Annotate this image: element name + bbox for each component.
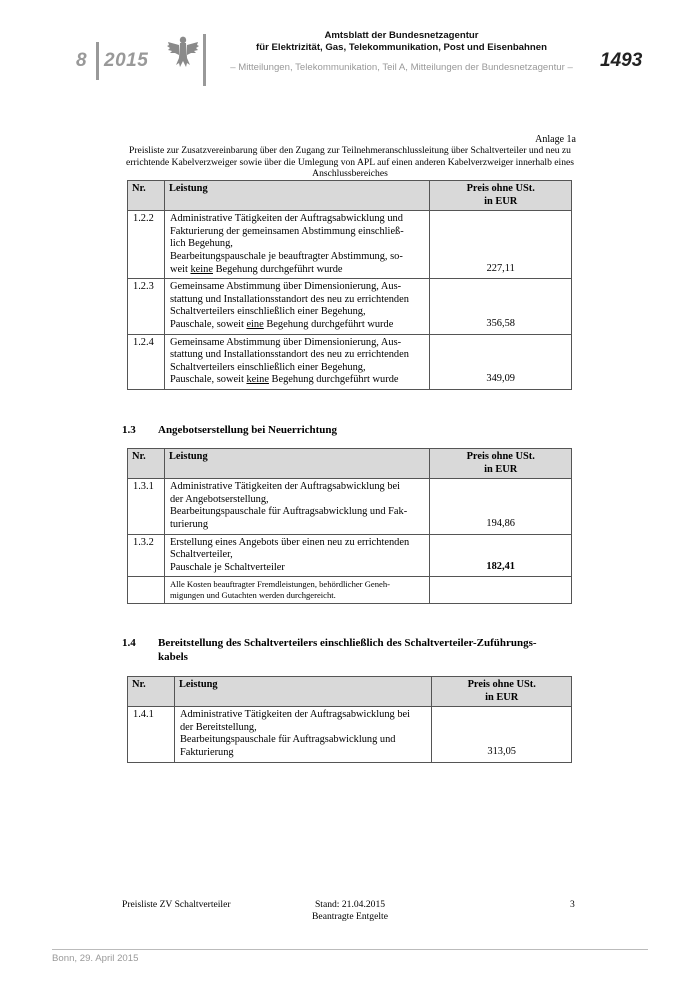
price-list-description: Preisliste zur Zusatzvereinbarung über den Zugang zur Teilnehmeranschlussleitung über Schaltverteiler und neu zu errichtende Kabelverzweiger sowie über die Umlegung von APL auf einen anderen Kabelverzweiger innerhalb eines Anschlussbereiches (126, 145, 574, 180)
table-row (128, 211, 572, 279)
row-description: Gemeinsame Abstimmung über Dimensionierung, Aus- stattung und Installationsstandort des neu zu errichtenden Schaltverteilers einschließlich einer Begehung, Pauschale, soweit keine Begehung durchgeführt wurde (164, 334, 429, 389)
row-number: 1.3.2 (128, 534, 165, 577)
row-price: 194,86 (430, 479, 572, 534)
row-number: 1.3.1 (128, 479, 165, 534)
section-title: Bereitstellung des Schaltverteilers einschließlich des Schaltverteiler-Zuführungs- (158, 637, 537, 649)
table-note-row (128, 577, 572, 603)
table-row (128, 334, 572, 389)
issue-number: 8 (76, 50, 87, 71)
row-number: 1.2.3 (128, 279, 165, 334)
column-header-leistung: Leistung (164, 181, 429, 211)
footer-divider (52, 949, 648, 950)
table-row (128, 707, 572, 762)
table-row (128, 534, 572, 577)
gazette-section: – Mitteilungen, Telekommunikation, Teil A, Mitteilungen der Bundesnetzagentur – (230, 62, 573, 73)
row-price: 356,58 (430, 279, 572, 334)
row-number-empty (128, 577, 165, 603)
annex-label: Anlage 1a (535, 134, 576, 145)
footer-status-note: Beantragte Entgelte (312, 911, 388, 922)
section-title: Angebotserstellung bei Neuerrichtung (158, 424, 338, 436)
table-header-row (128, 449, 572, 479)
price-table-1-4 (127, 676, 572, 763)
section-number: 1.4 (122, 637, 136, 649)
column-header-nr: Nr. (128, 677, 175, 707)
column-header-nr: Nr. (128, 449, 165, 479)
column-header-price: Preis ohne USt. in EUR (430, 449, 572, 479)
header-divider (96, 42, 99, 80)
gazette-subtitle: für Elektrizität, Gas, Telekommunikation, Post und Eisenbahnen (256, 42, 547, 53)
row-price: 313,05 (432, 707, 572, 762)
column-header-nr: Nr. (128, 181, 165, 211)
row-number: 1.2.2 (128, 211, 165, 279)
row-number: 1.4.1 (128, 707, 175, 762)
row-price: 349,09 (430, 334, 572, 389)
section-title-cont: kabels (158, 651, 188, 663)
row-description: Administrative Tätigkeiten der Auftragsabwicklung bei der Angebotserstellung, Bearbeitungspauschale für Auftragsabwicklung und Fak- turierung (164, 479, 429, 534)
column-header-price: Preis ohne USt. in EUR (430, 181, 572, 211)
section-heading-1-3 (122, 423, 337, 437)
header-divider (203, 34, 206, 86)
price-table-1-2 (127, 180, 572, 390)
table-header-row (128, 677, 572, 707)
row-number: 1.2.4 (128, 334, 165, 389)
column-header-price: Preis ohne USt. in EUR (432, 677, 572, 707)
row-description: Erstellung eines Angebots über einen neu zu errichtenden Schaltverteiler, Pauschale je Schaltverteiler (164, 534, 429, 577)
gazette-title: Amtsblatt der Bundesnetzagentur (324, 30, 479, 41)
row-price: 227,11 (430, 211, 572, 279)
footer-document-name: Preisliste ZV Schaltverteiler (122, 899, 231, 910)
column-header-leistung: Leistung (164, 449, 429, 479)
column-header-leistung: Leistung (174, 677, 431, 707)
cost-note: Alle Kosten beauftragter Fremdleistungen, behördlicher Geneh- migungen und Gutachten werden durchgereicht. (164, 577, 429, 603)
federal-eagle-icon (166, 34, 200, 72)
footer-page-number: 3 (570, 899, 575, 910)
table-header-row (128, 181, 572, 211)
row-description: Administrative Tätigkeiten der Auftragsabwicklung bei der Bereitstellung, Bearbeitungspauschale für Auftragsabwicklung und Fakturierung (174, 707, 431, 762)
section-heading-1-4 (122, 636, 582, 664)
row-price: 182,41 (430, 534, 572, 577)
page-number: 1493 (600, 50, 643, 71)
row-price-empty (430, 577, 572, 603)
issue-date: Bonn, 29. April 2015 (52, 953, 139, 964)
footer-status-date: Stand: 21.04.2015 (314, 899, 386, 910)
section-number: 1.3 (122, 424, 136, 436)
issue-year: 2015 (104, 50, 149, 71)
table-row (128, 479, 572, 534)
row-description: Gemeinsame Abstimmung über Dimensionierung, Aus- stattung und Installationsstandort des neu zu errichtenden Schaltverteilers einschließlich einer Begehung, Pauschale, soweit eine Begehung durchgeführt wurde (164, 279, 429, 334)
price-table-1-3 (127, 448, 572, 604)
table-row (128, 279, 572, 334)
row-description: Administrative Tätigkeiten der Auftragsabwicklung und Fakturierung der gemeinsamen Abstimmung einschließ- lich Begehung, Bearbeitungspauschale je beauftragter Abstimmung, so- weit keine Begehung durchgeführt wurde (164, 211, 429, 279)
